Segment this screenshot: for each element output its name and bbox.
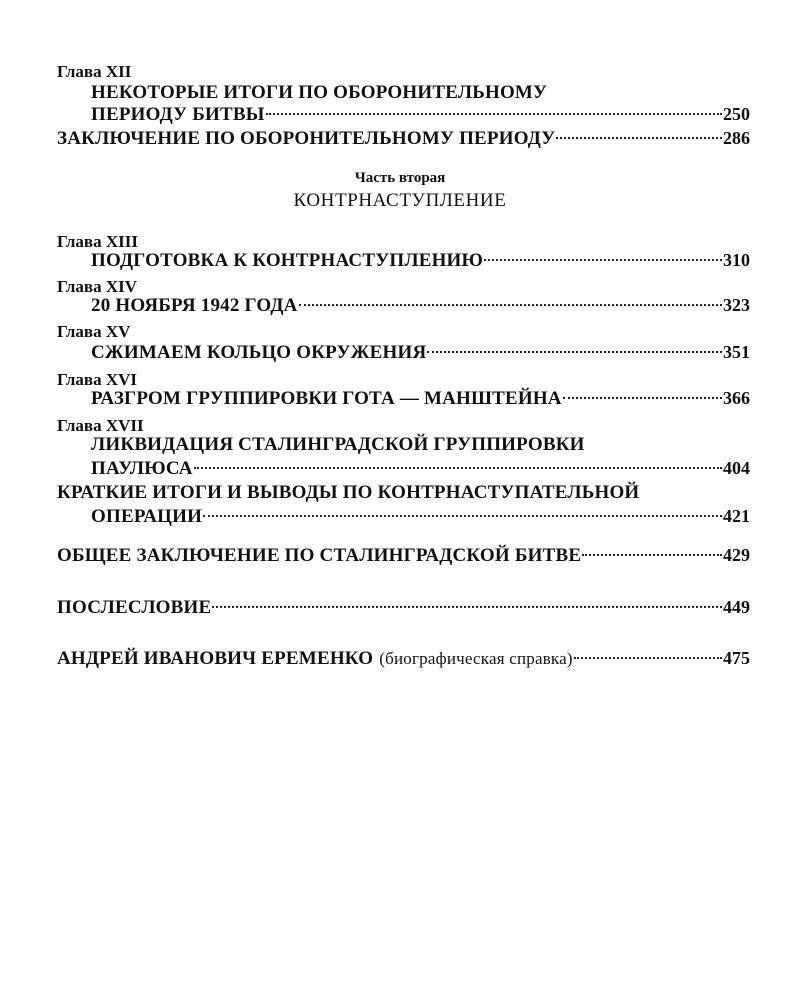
chapter-13-page: 310	[723, 250, 750, 270]
chapter-14-label: Глава XIV	[57, 277, 138, 296]
summary-title-line2: ОПЕРАЦИИ	[91, 506, 203, 527]
dot-leader	[484, 259, 722, 261]
general-conclusion-title: ОБЩЕЕ ЗАКЛЮЧЕНИЕ ПО СТАЛИНГРАДСКОЙ БИТВЕ	[57, 545, 582, 566]
chapter-16-label: Глава XVI	[57, 370, 138, 389]
dot-leader	[563, 397, 722, 399]
biography-title: АНДРЕЙ ИВАНОВИЧ ЕРЕМЕНКО	[57, 648, 374, 669]
chapter-17-title-line2: ПАУЛЮСА	[91, 458, 193, 479]
dot-leader	[203, 515, 722, 517]
toc-entry-chapter-12	[91, 104, 750, 126]
dot-leader	[194, 467, 722, 469]
summary-page: 421	[723, 506, 750, 526]
chapter-17-label: Глава XVII	[57, 416, 144, 435]
toc-entry-conclusion-defensive	[57, 128, 750, 150]
biography-page: 475	[723, 648, 750, 668]
dot-leader	[212, 606, 722, 608]
chapter-12-title-line1: НЕКОТОРЫЕ ИТОГИ ПО ОБОРОНИТЕЛЬНОМУ	[91, 82, 548, 103]
chapter-15-label: Глава XV	[57, 322, 131, 341]
afterword-page: 449	[723, 597, 750, 617]
summary-title-line1: КРАТКИЕ ИТОГИ И ВЫВОДЫ ПО КОНТРНАСТУПАТЕЛЬНОЙ	[57, 482, 640, 503]
chapter-17-page: 404	[723, 458, 750, 478]
toc-entry-chapter-16	[91, 388, 750, 410]
chapter-12-page: 250	[723, 104, 750, 124]
afterword-title: ПОСЛЕСЛОВИЕ	[57, 597, 212, 618]
biography-note: (биографическая справка)	[379, 649, 573, 668]
toc-entry-chapter-15	[91, 342, 750, 364]
general-conclusion-page: 429	[723, 545, 750, 565]
dot-leader	[574, 657, 722, 659]
chapter-12-label: Глава XII	[57, 62, 132, 81]
dot-leader	[427, 351, 722, 353]
chapter-12-title-line2: ПЕРИОДУ БИТВЫ	[91, 104, 265, 125]
chapter-16-page: 366	[723, 388, 750, 408]
dot-leader	[556, 137, 722, 139]
part-two-label: Часть вторая	[354, 170, 446, 186]
chapter-16-title: РАЗГРОМ ГРУППИРОВКИ ГОТА — МАНШТЕЙНА	[91, 388, 562, 409]
chapter-14-title: 20 НОЯБРЯ 1942 ГОДА	[91, 295, 298, 316]
conclusion-defensive-title: ЗАКЛЮЧЕНИЕ ПО ОБОРОНИТЕЛЬНОМУ ПЕРИОДУ	[57, 128, 556, 149]
chapter-17-title-line1: ЛИКВИДАЦИЯ СТАЛИНГРАДСКОЙ ГРУППИРОВКИ	[91, 434, 585, 455]
toc-entry-summary	[91, 506, 750, 528]
chapter-13-title: ПОДГОТОВКА К КОНТРНАСТУПЛЕНИЮ	[91, 250, 484, 271]
toc-entry-chapter-13	[91, 250, 750, 272]
dot-leader	[266, 113, 722, 115]
dot-leader	[299, 304, 722, 306]
toc-entry-biography	[57, 648, 750, 670]
chapter-15-page: 351	[723, 342, 750, 362]
dot-leader	[582, 554, 722, 556]
chapter-13-label: Глава XIII	[57, 232, 138, 251]
conclusion-defensive-page: 286	[723, 128, 750, 148]
toc-entry-afterword	[57, 597, 750, 619]
toc-entry-general-conclusion	[57, 545, 750, 567]
part-two-title: КОНТРНАСТУПЛЕНИЕ	[293, 190, 507, 211]
toc-entry-chapter-14	[91, 295, 750, 317]
toc-entry-chapter-17	[91, 458, 750, 480]
chapter-15-title: СЖИМАЕМ КОЛЬЦО ОКРУЖЕНИЯ	[91, 342, 427, 363]
chapter-14-page: 323	[723, 295, 750, 315]
